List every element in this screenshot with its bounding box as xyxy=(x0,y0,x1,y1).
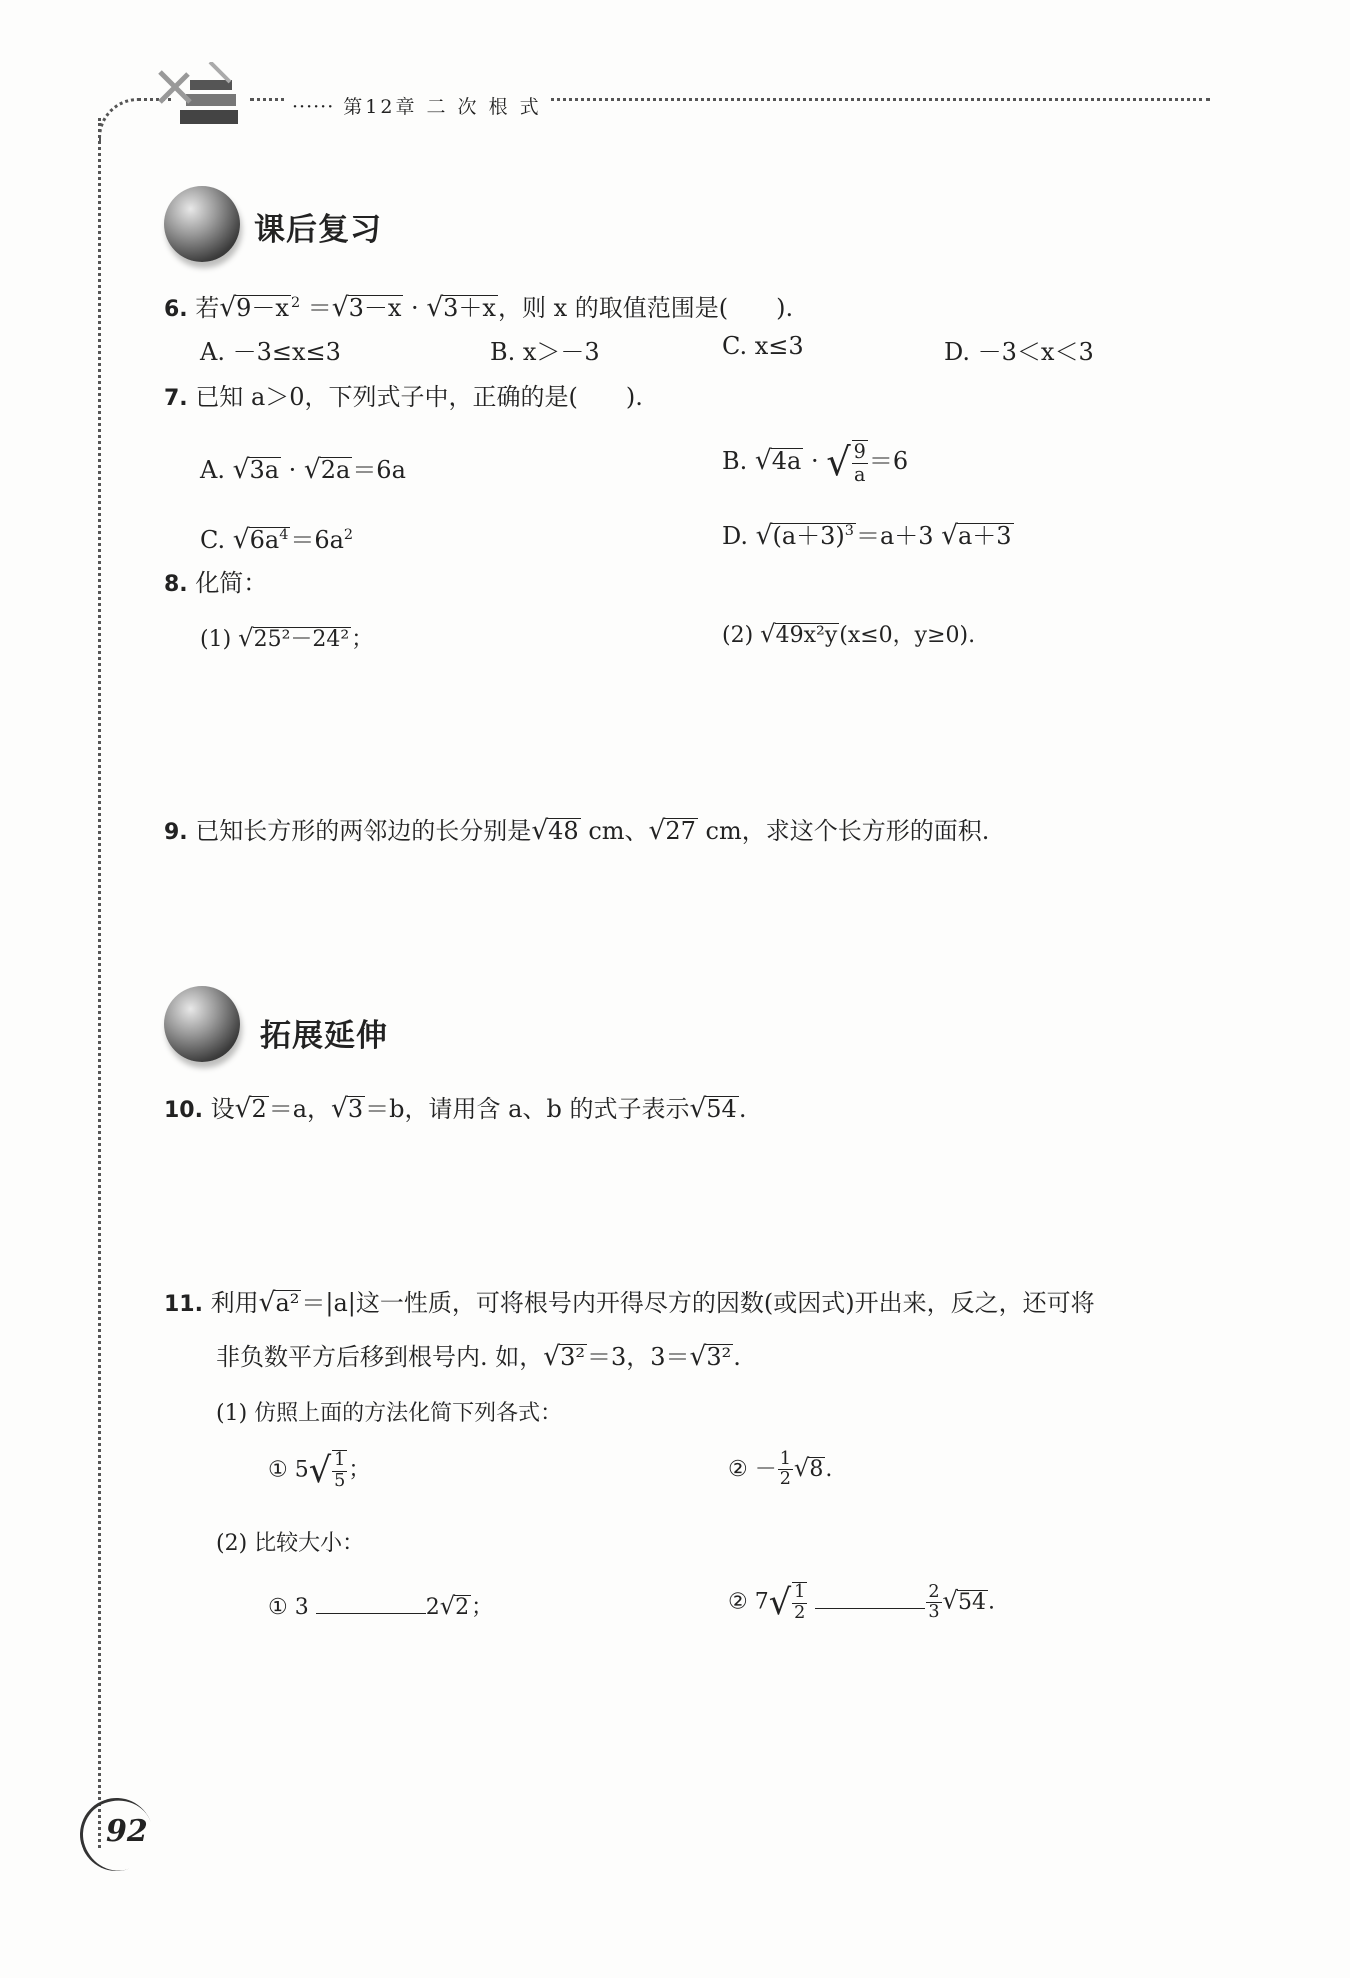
rad: 4a xyxy=(771,447,802,475)
question-10: 10. 设√2＝a，√3＝b，请用含 a、b 的式子表示√54. xyxy=(164,1093,747,1124)
question-number: 11. xyxy=(164,1292,203,1317)
rad: a² xyxy=(275,1289,300,1317)
answer-blank[interactable] xyxy=(316,1611,426,1614)
question-11: 11. 利用√a²＝|a|这一性质，可将根号内开得尽方的因数(或因式)开出来，反之，还可将 xyxy=(164,1287,1095,1318)
q11-part-1a: ① 5√ $\frac{1}{5}$ ； xyxy=(268,1450,371,1491)
num: 1 xyxy=(334,1450,346,1471)
rad: $6a^4$ xyxy=(249,526,289,554)
label: ① 3 xyxy=(268,1595,309,1620)
rad-text: (a＋3) xyxy=(772,522,845,550)
question-8 xyxy=(164,566,267,602)
num: 2 xyxy=(928,1581,940,1602)
tail: ＝6 xyxy=(868,447,909,475)
section-title-review: 课后复习 xyxy=(254,212,382,248)
rad: 48 xyxy=(548,817,579,845)
num: 1 xyxy=(779,1449,791,1469)
q6-option-a: A. －3≤x≤3 xyxy=(200,338,341,366)
rad: 3 xyxy=(347,1095,364,1123)
q11-part-1: (1) 仿照上面的方法化简下列各式： xyxy=(216,1401,563,1426)
q11-part-1b: ② － $\frac{1}{2}$ √8. xyxy=(728,1449,833,1490)
q9-pre: 已知长方形的两邻边的长分别是 xyxy=(195,817,532,845)
q6-option-c: C. x≤3 xyxy=(722,332,804,360)
question-6: 6. 若√9－x $^2$ ＝√3－x · √3＋x，则 x 的取值范围是( ). xyxy=(164,292,794,323)
globe-icon xyxy=(164,186,240,262)
fraction xyxy=(778,1450,793,1490)
fraction xyxy=(852,440,868,484)
label: ② 7 xyxy=(728,1589,769,1615)
rad: 2 xyxy=(251,1095,267,1123)
q11-part-2b: ② 7√ $\frac{1}{2}$ $\frac{2}{3}$ √54. xyxy=(728,1581,995,1623)
rad: 27 xyxy=(665,817,696,845)
q11-line-2: 非负数平方后移到根号内. 如，√3²＝3，3＝√3². xyxy=(216,1341,741,1372)
fraction xyxy=(332,1450,347,1491)
q10-post: . xyxy=(738,1095,747,1123)
q9-mid: cm、 xyxy=(580,817,649,845)
tail: ； xyxy=(351,627,374,652)
q9-post: cm，求这个长方形的面积. xyxy=(697,817,990,845)
q6-rad2: 3－x xyxy=(348,294,402,322)
den: a xyxy=(854,462,866,486)
rad: $(a+3)^3$ xyxy=(772,522,854,550)
rad: 54 xyxy=(957,1589,986,1615)
question-number: 8. xyxy=(164,572,188,597)
tail: . xyxy=(825,1456,833,1482)
margin-dotted-line xyxy=(98,118,101,1848)
q8-part-2: (2) √49x²y(x≤0，y≥0). xyxy=(722,620,976,648)
q8-part-1: (1) √25²－24²； xyxy=(200,624,374,652)
page-number: 92 xyxy=(106,1814,148,1849)
fraction xyxy=(792,1582,807,1623)
fraction xyxy=(926,1583,941,1623)
label: B. xyxy=(722,447,748,475)
rad: 49x²y xyxy=(775,623,838,648)
tail: ＝6a xyxy=(290,526,344,554)
q10-m1: ＝a， xyxy=(268,1095,332,1123)
q7-text: 已知 a＞0，下列式子中，正确的是( ). xyxy=(195,383,643,411)
section-title-extension: 拓展延伸 xyxy=(260,1018,388,1054)
q6-option-b: B. x＞－3 xyxy=(490,338,600,366)
label: A. xyxy=(200,456,225,484)
tail: ； xyxy=(471,1595,494,1620)
num: 9 xyxy=(853,440,866,464)
label: ① 5 xyxy=(268,1457,309,1483)
q11-pre: 利用 xyxy=(210,1289,259,1317)
tail: ； xyxy=(348,1457,371,1483)
rad: 8 xyxy=(809,1456,824,1482)
label: D. xyxy=(722,522,749,550)
q8-text: 化简： xyxy=(195,569,268,597)
q10-m2: ＝b，请用含 a、b 的式子表示 xyxy=(365,1095,690,1123)
rad: 2 xyxy=(455,1595,470,1620)
q6-post: ，则 x 的取值范围是( ). xyxy=(497,294,794,322)
rad: 3² xyxy=(560,1343,585,1371)
chapter-logo-icon xyxy=(150,62,260,146)
question-9: 9. 已知长方形的两邻边的长分别是√48 cm、√27 cm，求这个长方形的面积. xyxy=(164,815,990,846)
q6-rad1: 9－x xyxy=(236,294,289,322)
q7-option-d: D. $√(a+3)^3=a+3$ √a＋3 xyxy=(722,520,1012,551)
question-7 xyxy=(164,380,643,416)
rad: 54 xyxy=(706,1095,737,1123)
q7-option-a: A. √3a · √2a＝6a xyxy=(200,454,406,485)
rad: 2a xyxy=(320,456,351,484)
rad: a＋3 xyxy=(958,522,1012,550)
q6-option-d: D. －3＜x＜3 xyxy=(944,338,1094,366)
mid: ＝a＋3 xyxy=(855,522,934,550)
q6-pre: 若 xyxy=(195,294,220,322)
rad: 3² xyxy=(706,1343,732,1371)
answer-blank[interactable] xyxy=(815,1606,925,1609)
q6-rad3: 3＋x xyxy=(443,294,496,322)
q11-l2mid: ＝3，3＝ xyxy=(586,1343,690,1371)
question-number: 9. xyxy=(164,820,188,845)
q7-option-c: C. $√6a^4=6a^2$ xyxy=(200,524,354,555)
chapter-title: ······ 第12章 二 次 根 式 xyxy=(286,92,548,119)
q11-line1-tail: ＝|a|这一性质，可将根号内开得尽方的因数(或因式)开出来，反之，还可将 xyxy=(301,1289,1095,1317)
rad: 3a xyxy=(249,456,280,484)
den: 5 xyxy=(334,1470,346,1491)
label: C. xyxy=(200,526,226,554)
tail: (x≤0，y≥0). xyxy=(839,623,976,648)
q6-eq: ＝ xyxy=(307,294,332,322)
q11-part-2a: ① 3 2√2； xyxy=(268,1592,494,1620)
tail: . xyxy=(987,1589,995,1615)
question-number: 6. xyxy=(164,297,188,322)
label: ② － xyxy=(728,1456,777,1482)
question-number: 10. xyxy=(164,1098,203,1123)
q11-l2post: . xyxy=(733,1343,741,1371)
den: 3 xyxy=(928,1602,940,1622)
tail: ＝6a xyxy=(352,456,406,484)
q10-pre: 设 xyxy=(210,1095,235,1123)
question-number: 7. xyxy=(164,386,188,411)
den: 2 xyxy=(779,1469,791,1490)
den: 2 xyxy=(794,1602,806,1623)
network-globe-icon xyxy=(164,986,240,1062)
q6-dot: · xyxy=(411,294,419,322)
q11-l2pre: 非负数平方后移到根号内. 如， xyxy=(216,1343,544,1371)
q11-part-2: (2) 比较大小： xyxy=(216,1531,365,1556)
rad: 25²－24² xyxy=(253,627,350,652)
rad-text: 6a xyxy=(249,526,280,554)
label: (2) xyxy=(722,623,754,648)
q7-option-b: B. √4a · √ $\frac{9}{a}$ ＝6 xyxy=(722,440,909,486)
label: (1) xyxy=(200,627,232,652)
num: 1 xyxy=(794,1582,806,1603)
coef: 2 xyxy=(425,1595,440,1620)
